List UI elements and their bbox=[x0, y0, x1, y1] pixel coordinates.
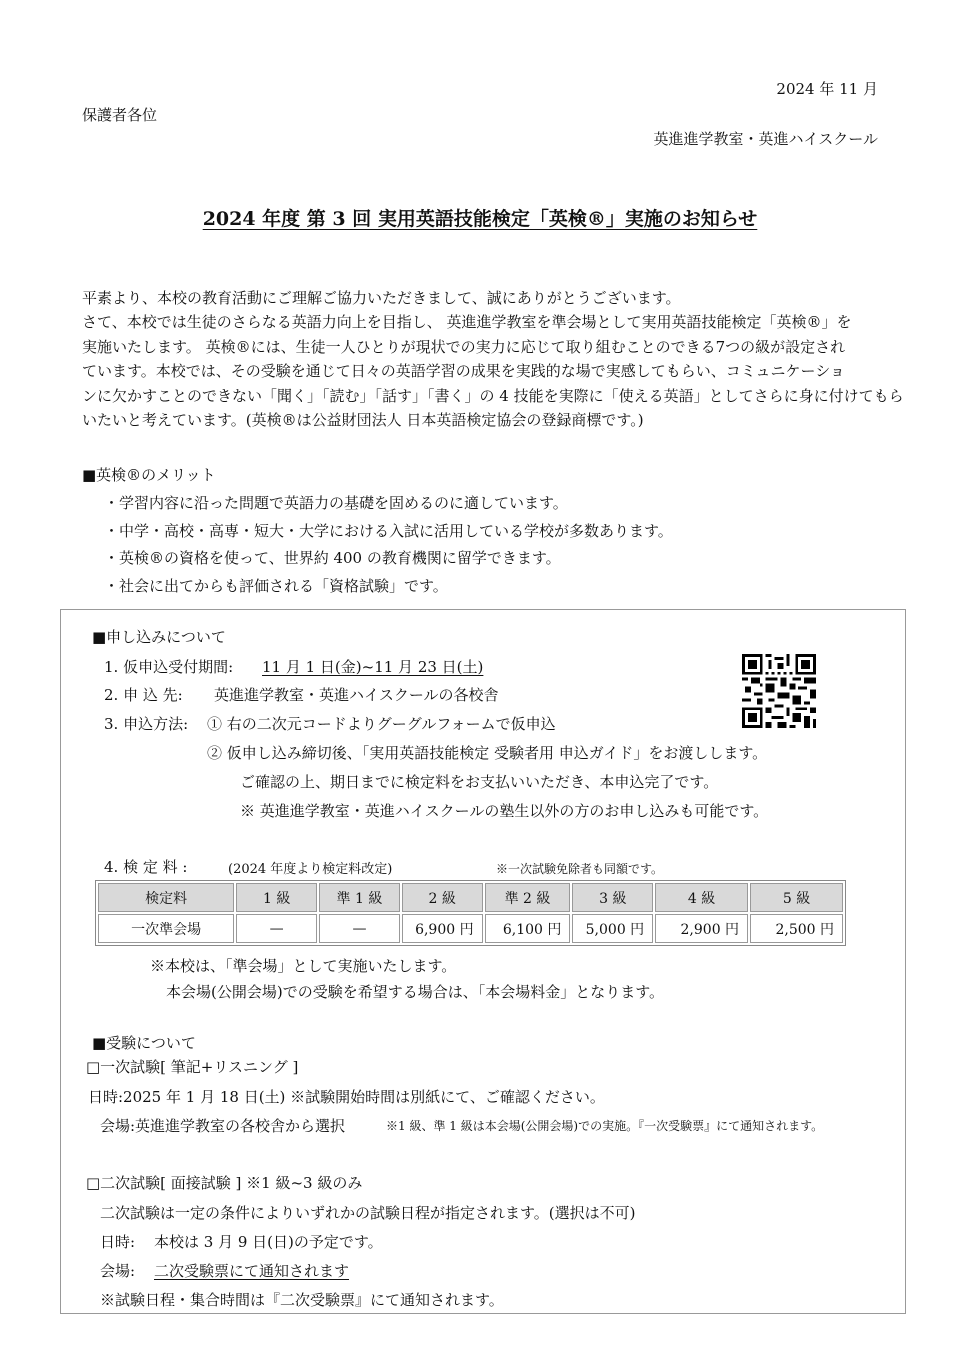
fee-cell: 一次準会場 bbox=[98, 914, 234, 943]
merit-item: ・社会に出てからも評価される「資格試験」です。 bbox=[104, 576, 448, 595]
place-label: 2. 申 込 先: bbox=[104, 686, 183, 704]
method-label: 3. 申込方法: bbox=[104, 715, 189, 733]
second-exam-venue-label: 会場: bbox=[100, 1262, 136, 1280]
fee-cell: — bbox=[236, 914, 317, 943]
fee-label: 4. 検 定 料 : bbox=[104, 858, 188, 876]
intro-line: 実施いたします。 英検®には、生徒一人ひとりが現状での実力に応じて取り組むことのできる7つの級が設定され bbox=[82, 337, 846, 356]
fee-cell: 5,000 円 bbox=[572, 914, 653, 943]
merits-heading: ■英検®のメリット bbox=[82, 466, 216, 484]
fee-cell: 2,900 円 bbox=[655, 914, 748, 943]
merits-list bbox=[104, 490, 673, 600]
fee-header-cell: 5 級 bbox=[750, 883, 843, 912]
intro-paragraph bbox=[82, 286, 904, 432]
intro-line: いたいと考えています。(英検®は公益財団法人 日本英語検定協会の登録商標です。) bbox=[82, 411, 644, 430]
period-label: 1. 仮申込受付期間: bbox=[104, 658, 234, 676]
fee-cell: 6,100 円 bbox=[485, 914, 571, 943]
second-exam-date: 本校は 3 月 9 日(日)の予定です。 bbox=[154, 1233, 383, 1251]
second-exam-desc: 二次試験は一定の条件によりいずれかの試験日程が指定されます。(選択は不可) bbox=[100, 1204, 636, 1222]
place-value: 英進進学教室・英進ハイスクールの各校舎 bbox=[214, 686, 499, 704]
merit-item: ・学習内容に沿った問題で英語力の基礎を固めるのに適しています。 bbox=[104, 494, 568, 512]
method-step-1: ① 右の二次元コードよりグーグルフォームで仮申込 bbox=[207, 715, 556, 733]
fee-after-note-1: ※本校は、「準会場」として実施いたします。 bbox=[150, 957, 457, 975]
intro-line: ています。本校では、その受験を通じて日々の英語学習の成果を実践的な場で実感してもらい、コミュニケーショ bbox=[82, 362, 845, 381]
document-title bbox=[0, 204, 960, 231]
second-exam-title: □二次試験[ 面接試験 ] ※1 級~3 級のみ bbox=[86, 1174, 363, 1192]
fee-cell: 2,500 円 bbox=[750, 914, 843, 943]
title-text: 2024 年度 第 3 回 実用英語技能検定「英検®」実施のお知らせ bbox=[202, 208, 758, 230]
merit-item: ・英検®の資格を使って、世界約 400 の教育機関に留学できます。 bbox=[104, 549, 561, 567]
second-exam-date-label: 日時: bbox=[100, 1233, 136, 1251]
fee-header-cell: 4 級 bbox=[655, 883, 748, 912]
period-value: 11 月 1 日(金)~11 月 23 日(土) bbox=[262, 658, 484, 676]
merit-item: ・中学・高校・高専・短大・大学における入試に活用している学校が多数あります。 bbox=[104, 521, 673, 540]
fee-header-cell: 3 級 bbox=[572, 883, 653, 912]
fee-note-right: ※一次試験免除者も同額です。 bbox=[496, 862, 664, 876]
document-date: 2024 年 11 月 bbox=[776, 80, 878, 98]
fee-header-cell: 準 1 級 bbox=[319, 883, 400, 912]
method-step-3: ご確認の上、期日までに検定料をお支払いいただき、本申込完了です。 bbox=[240, 773, 719, 791]
fee-header-cell: 1 級 bbox=[236, 883, 317, 912]
first-exam-date: 日時:2025 年 1 月 18 日(土) ※試験開始時間は別紙にて、ご確認ください。 bbox=[88, 1088, 605, 1106]
method-step-2: ② 仮申し込み締切後、「実用英語技能検定 受験者用 申込ガイド」をお渡しします。 bbox=[207, 744, 768, 762]
exam-heading: ■受験について bbox=[92, 1034, 196, 1052]
first-exam-title: □一次試験[ 筆記+リスニング ] bbox=[86, 1058, 299, 1076]
qr-code-icon[interactable] bbox=[742, 654, 816, 728]
intro-line: ンに欠かすことのできない「聞く」「読む」「話す」「書く」の 4 技能を実際に「使える英語」としてさらに身に付けてもら bbox=[82, 386, 904, 405]
sender: 英進進学教室・英進ハイスクール bbox=[653, 130, 878, 148]
recipient: 保護者各位 bbox=[82, 106, 158, 124]
fee-cell: 6,900 円 bbox=[402, 914, 483, 943]
fee-after-note-2: 本会場(公開会場)での受験を希望する場合は、「本会場料金」となります。 bbox=[166, 983, 665, 1001]
fee-table-row bbox=[98, 914, 843, 943]
fee-note: (2024 年度より検定料改定) bbox=[228, 862, 393, 877]
method-note: ※ 英進進学教室・英進ハイスクールの塾生以外の方のお申し込みも可能です。 bbox=[240, 802, 769, 820]
first-exam-venue: 会場:英進進学教室の各校舎から選択 bbox=[100, 1117, 346, 1135]
second-exam-venue: 二次受験票にて通知されます bbox=[154, 1262, 350, 1280]
application-heading: ■申し込みについて bbox=[92, 628, 226, 646]
second-exam-note: ※試験日程・集合時間は『二次受験票』にて通知されます。 bbox=[100, 1291, 504, 1309]
intro-line: 平素より、本校の教育活動にご理解ご協力いただきまして、誠にありがとうございます。 bbox=[82, 289, 681, 307]
fee-table-header-row bbox=[98, 883, 843, 912]
fee-header-cell: 2 級 bbox=[402, 883, 483, 912]
fee-table bbox=[95, 880, 846, 946]
fee-header-cell: 検定料 bbox=[98, 883, 234, 912]
fee-header-cell: 準 2 級 bbox=[485, 883, 571, 912]
first-exam-venue-note: ※1 級、準 1 級は本会場(公開会場)での実施。『一次受験票』にて通知されます。 bbox=[386, 1119, 824, 1133]
fee-cell: — bbox=[319, 914, 400, 943]
intro-line: さて、本校では生徒のさらなる英語力向上を目指し、 英進進学教室を準会場として実用英語技能検定「英検®」を bbox=[82, 313, 852, 332]
